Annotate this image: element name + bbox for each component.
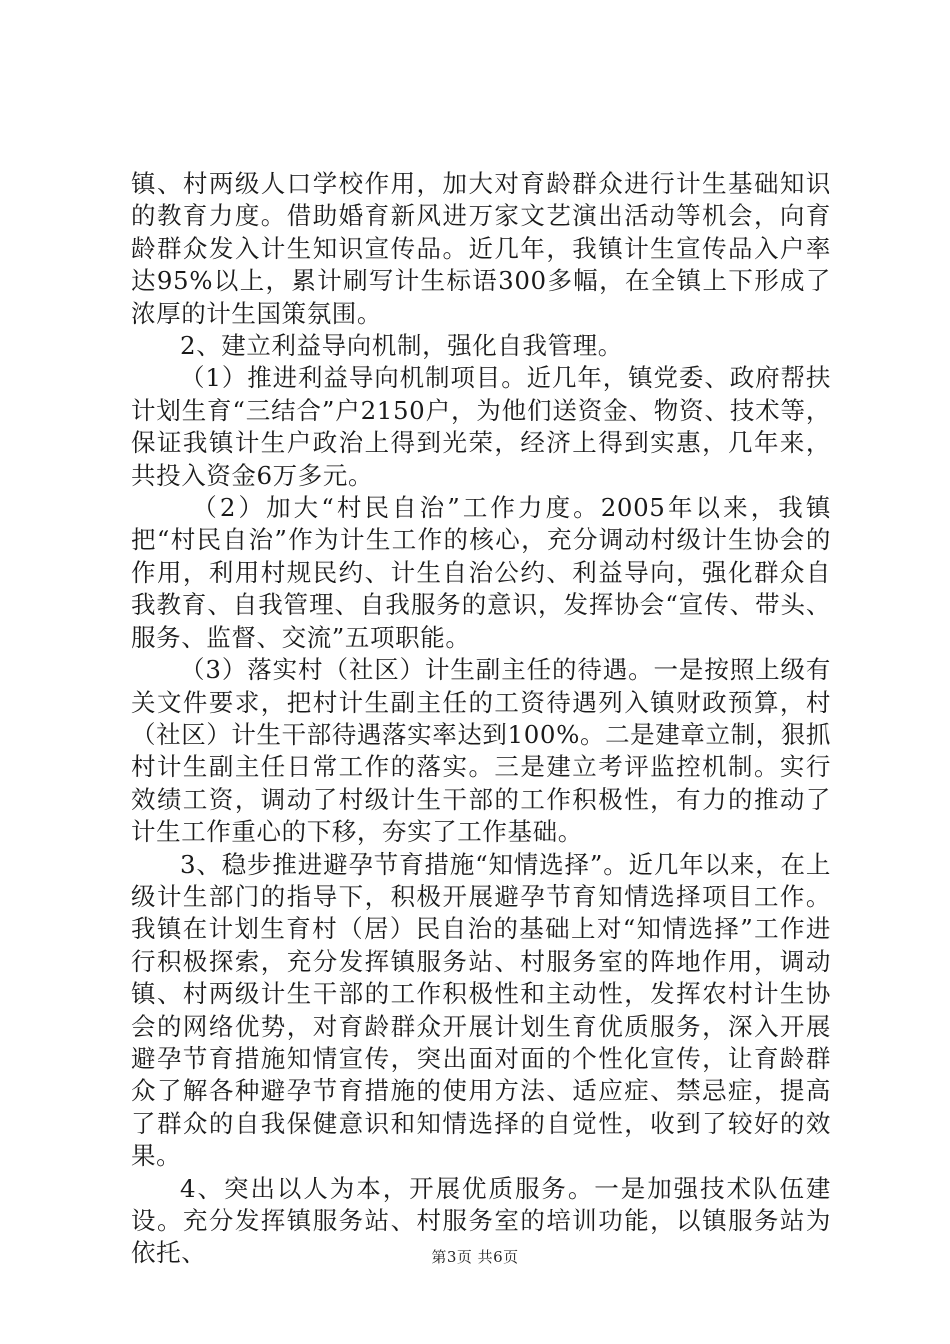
paragraph-section-2-heading: 2、建立利益导向机制，强化自我管理。	[180, 331, 623, 361]
document-body	[131, 168, 831, 1270]
paragraph-item-1: （1）推进利益导向机制项目。近几年，镇党委、政府帮扶计划生育“三结合”户2150户，为他们送资金、物资、技术等，保证我镇计生户政治上得到光荣，经济上得到实惠，几年来，共投入资金6万多元。	[131, 363, 831, 490]
paragraph-section-4: 4、突出以人为本，开展优质服务。一是加强技术队伍建设。充分发挥镇服务站、村服务室的培训功能，以镇服务站为依托、	[131, 1173, 831, 1268]
paragraph-continuation: 镇、村两级人口学校作用，加大对育龄群众进行计生基础知识的教育力度。借助婚育新风进万家文艺演出活动等机会，向育龄群众发入计生知识宣传品。近几年，我镇计生宣传品入户率达95%以上，累计刷写计生标语300多幅，在全镇上下形成了浓厚的计生国策氛围。	[131, 169, 831, 328]
paragraph-item-2: （2）加大“村民自治”工作力度。2005年以来，我镇把“村民自治”作为计生工作的核心，充分调动村级计生协会的作用，利用村规民约、计生自治公约、利益导向，强化群众自我教育、自我管理、自我服务的意识，发挥协会“宣传、带头、服务、监督、交流”五项职能。	[131, 493, 831, 652]
paragraph-section-3: 3、稳步推进避孕节育措施“知情选择”。近几年以来，在上级计生部门的指导下，积极开展避孕节育知情选择项目工作。我镇在计划生育村（居）民自治的基础上对“知情选择”工作进行积极探索，充分发挥镇服务站、村服务室的阵地作用，调动镇、村两级计生干部的工作积极性和主动性，发挥农村计生协会的网络优势，对育龄群众开展计划生育优质服务，深入开展避孕节育措施知情宣传，突出面对面的个性化宣传，让育龄群众了解各种避孕节育措施的使用方法、适应症、禁忌症，提高了群众的自我保健意识和知情选择的自觉性，收到了较好的效果。	[131, 849, 831, 1171]
paragraph-item-3: （3）落实村（社区）计生副主任的待遇。一是按照上级有关文件要求，把村计生副主任的工资待遇列入镇财政预算，村（社区）计生干部待遇落实率达到100%。二是建章立制，狠抓村计生副主任日常工作的落实。三是建立考评监控机制。实行效绩工资，调动了村级计生干部的工作积极性，有力的推动了计生工作重心的下移，夯实了工作基础。	[131, 655, 831, 847]
page-number-footer: 第3页 共6页	[431, 1248, 519, 1266]
